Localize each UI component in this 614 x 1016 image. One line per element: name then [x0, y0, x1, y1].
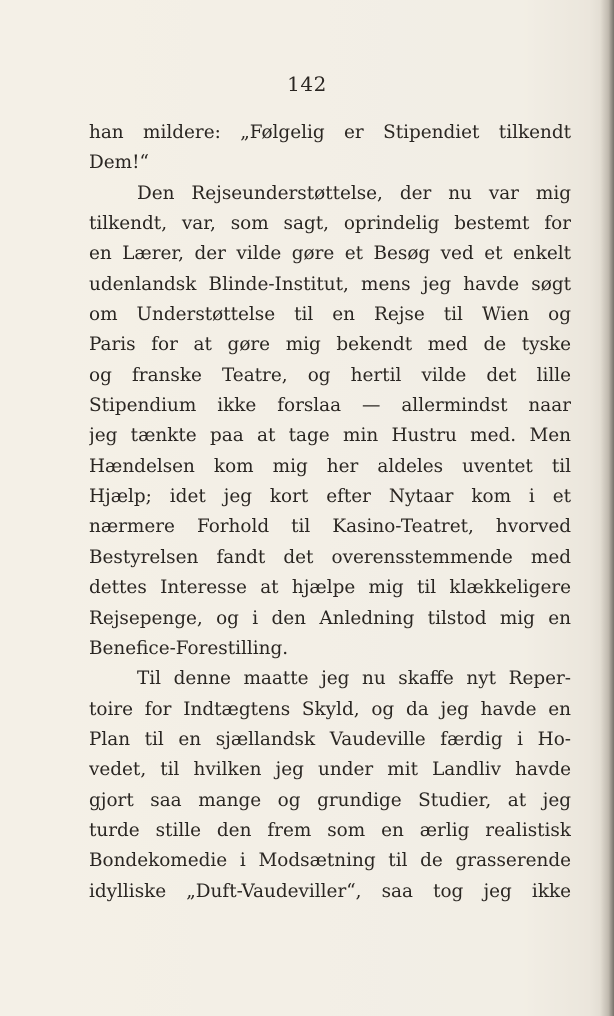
- text-line: idylliske „Duft-Vaudeviller“, saa tog jeg ikke: [89, 880, 571, 902]
- text-line: jeg tænkte paa at tage min Hustru med. Men: [89, 425, 571, 447]
- text-line: Bestyrelsen fandt det overensstemmende med: [89, 546, 571, 568]
- text-line: Dem!“: [89, 152, 149, 174]
- text-line: tilkendt, var, som sagt, oprindelig bestemt for: [89, 213, 571, 235]
- text-line: Stipendium ikke forslaa — allermindst naar: [89, 395, 571, 417]
- text-line: nærmere Forhold til Kasino-Teatret, hvorved: [89, 516, 571, 538]
- page-number: 142: [287, 72, 327, 96]
- text-line: Plan til en sjællandsk Vaudeville færdig i Ho-: [89, 728, 571, 750]
- text-line: Benefice-Forestilling.: [89, 637, 289, 659]
- text-line: dettes Interesse at hjælpe mig til klækkeligere: [89, 577, 571, 599]
- text-line: en Lærer, der vilde gøre et Besøg ved et enkelt: [89, 243, 571, 265]
- text-line: toire for Indtægtens Skyld, og da jeg havde en: [89, 698, 571, 720]
- text-line: Til denne maatte jeg nu skaffe nyt Reper-: [137, 668, 571, 690]
- text-line: turde stille den frem som en ærlig realistisk: [89, 819, 571, 841]
- text-line: og franske Teatre, og hertil vilde det lille: [89, 364, 571, 386]
- text-line: vedet, til hvilken jeg under mit Landliv havde: [89, 759, 571, 781]
- text-line: Paris for at gøre mig bekendt med de tyske: [89, 334, 571, 356]
- text-line: Hjælp; idet jeg kort efter Nytaar kom i et: [89, 486, 571, 508]
- text-line: han mildere: „Følgelig er Stipendiet tilkendt: [89, 122, 571, 143]
- text-line: gjort saa mange og grundige Studier, at jeg: [89, 789, 571, 811]
- text-line: udenlandsk Blinde-Institut, mens jeg havde søgt: [89, 273, 571, 295]
- text-line: Den Rejseunderstøttelse, der nu var mig: [137, 182, 571, 204]
- body-text: [89, 118, 571, 907]
- page-edge-shadow: [600, 0, 614, 1016]
- text-line: Rejsepenge, og i den Anledning tilstod mig en: [89, 607, 571, 629]
- text-line: Hændelsen kom mig her aldeles uventet til: [89, 455, 571, 477]
- text-line: om Understøttelse til en Rejse til Wien og: [89, 304, 571, 326]
- text-line: Bondekomedie i Modsætning til de grasserende: [89, 850, 571, 872]
